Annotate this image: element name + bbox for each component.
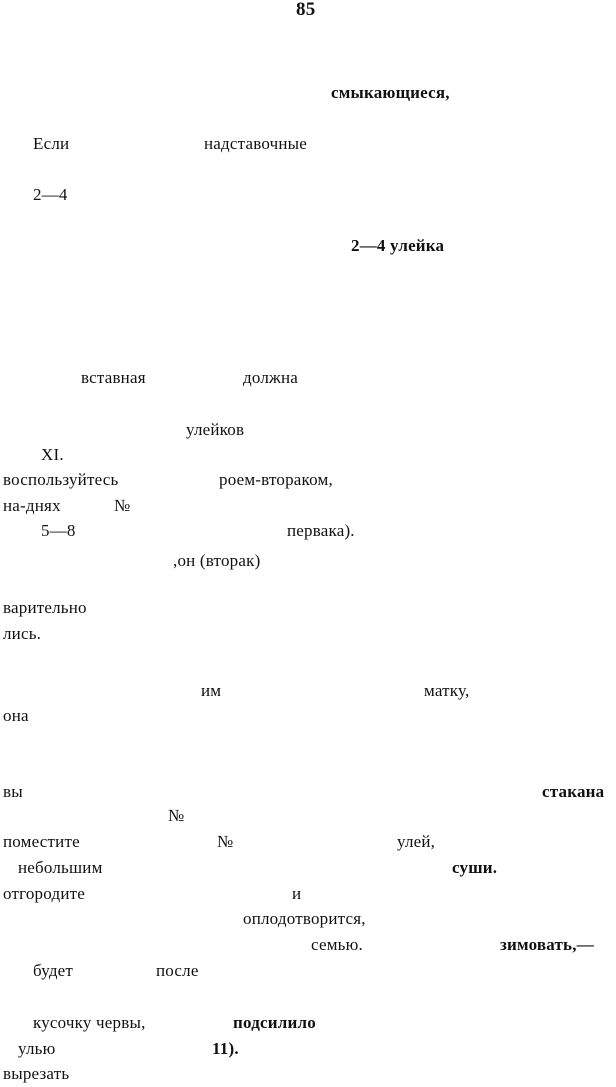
text-fragment: улейков [186,420,245,439]
text-fragment: поместите [3,832,80,851]
text-fragment: 11). [212,1039,239,1058]
text-fragment: вставная [81,368,146,387]
text-fragment: она [3,706,29,725]
page-number: 85 [296,0,316,20]
text-fragment: подсилило [233,1013,316,1032]
text-fragment: будет [33,961,74,980]
text-fragment: матку, [424,681,470,700]
text-fragment: небольшим [18,858,103,877]
text-fragment: после [156,961,199,980]
text-fragment: ,он (вторак) [173,551,261,570]
text-fragment: роем-втораком, [219,470,333,489]
text-fragment: зимовать,— [500,935,594,954]
text-fragment: 2—4 [33,185,68,204]
text-fragment: 5—8 [41,521,76,540]
text-fragment: суши. [452,858,498,877]
text-fragment: № [168,806,185,825]
text-fragment: на-днях [3,496,61,515]
text-fragment: оплодотворится, [243,909,366,928]
text-fragment: 2—4 улейка [351,236,445,255]
text-fragment: первака). [287,521,355,540]
text-fragment: XI. [41,445,64,464]
text-fragment: воспользуйтесь [3,470,119,489]
text-fragment: улью [18,1039,56,1058]
text-fragment: стакана [542,782,605,801]
text-fragment: лись. [3,624,42,643]
text-fragment: № [217,832,234,851]
text-fragment: Если [33,134,70,153]
text-fragment: кусочку червы, [33,1013,146,1032]
text-fragment: вы [3,782,23,801]
text-fragment: варительно [3,598,87,617]
text-fragment: смыкающиеся, [331,83,450,102]
text-fragment: должна [243,368,298,387]
text-fragment: и [292,884,302,903]
text-fragment: им [201,681,222,700]
text-fragment: отгородите [3,884,85,903]
text-fragment: семью. [311,935,363,954]
text-fragment: улей, [397,832,436,851]
text-fragment: надставочные [204,134,308,153]
text-fragment: № [114,496,131,515]
text-fragment: вырезать [3,1064,70,1083]
